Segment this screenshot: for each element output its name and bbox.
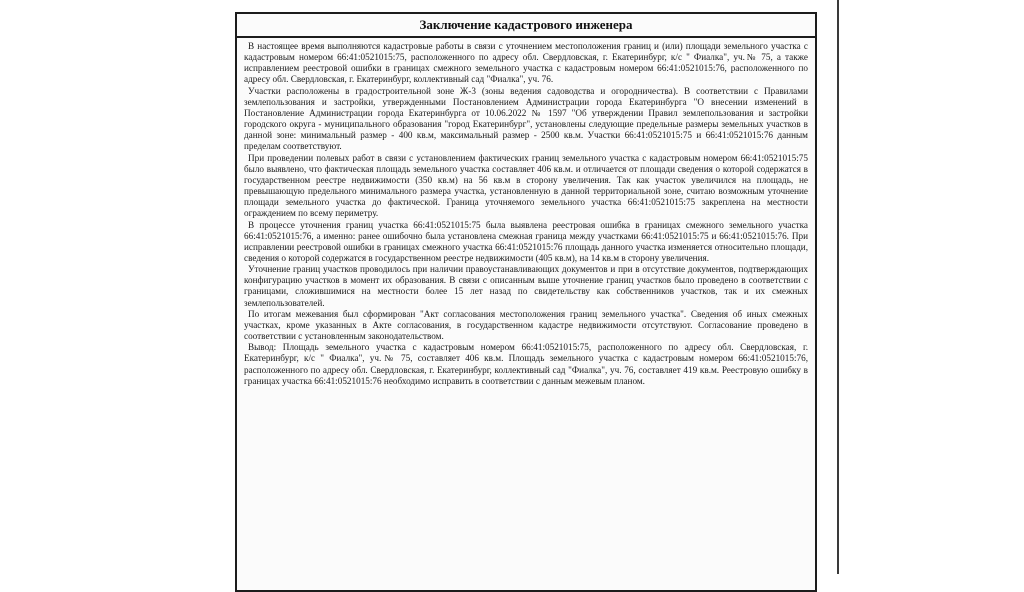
paragraph-conclusion: Вывод: Площадь земельного участка с кадастровым номером 66:41:0521015:75, расположенного по адресу обл. Свердловская, г. Екатеринбург, к/с " Фиалка", уч.№ 75, составляет 406 кв.м. Площадь земельного участка с кадастровым номером 66:41:0521015:76, расположенного по адресу обл. Свердловская, г. Екатеринбург, коллективный сад "Фиалка", уч. 76, составляет 419 кв.м. Реестровую ошибку в границах участка 66:41:0521015:76 необходимо исправить в соответствии с данным межевым планом. xyxy=(244,342,808,386)
document-page xyxy=(235,12,817,592)
paragraph-intro: В настоящее время выполняются кадастровые работы в связи с уточнением местоположения границ и (или) площади земельного участка с кадастровым номером 66:41:0521015:75, расположенного по адресу обл. Свердловская, г. Екатеринбург, к/с " Фиалка", уч.№ 75, а также исправлением реестровой ошибки в границах смежного земельного участка с кадастровым номером 66:41:0521015:76, расположенного по адресу обл. Свердловская, г. Екатеринбург, коллективный сад "Фиалка", уч. 76. xyxy=(244,41,808,85)
vertical-divider xyxy=(837,0,839,574)
document-body xyxy=(237,38,815,387)
paragraph-field-works: При проведении полевых работ в связи с установлением фактических границ земельного участка с кадастровым номером 66:41:0521015:75 было выявлено, что фактическая площадь земельного участка составляет 406 кв.м. и отличается от площади сведения о которой содержатся в государственном реестре недвижимости (350 кв.м) на 56 кв.м в сторону увеличения. Так как участок увеличился на площадь, не превышающую предельного минимального размера участка, установленную в данной территориальной зоне, считаю возможным уточнение площади земельного участка до фактической. Граница уточняемого земельного участка 66:41:0521015:75 закреплена на местности ограждением по всему периметру. xyxy=(244,152,808,219)
paragraph-zoning: Участки расположены в градостроительной зоне Ж-3 (зоны ведения садоводства и огородничества). В соответствии с Правилами землепользования и застройки, утвержденными Постановлением Администрации города Екатеринбурга "О внесении изменений в Постановление Администрации города Екатеринбурга от 10.06.2022 № 1597 "Об утверждении Правил землепользования и застройки городского округа - муниципального образования "город Екатеринбург", установлены следующие предельные размеры земельных участков в данной зоне: минимальный размер - 400 кв.м, максимальный размер - 2500 кв.м. Участки 66:41:0521015:75 и 66:41:0521015:76 данным пределам соответствуют. xyxy=(244,85,808,152)
paragraph-boundary-clarification: Уточнение границ участков проводилось при наличии правоустанавливающих документов и при в отсутствие документов, подтверждающих конфигурацию участков в момент их образования. В связи с описанным выше уточнение границ участков было проведено в соответствии с границами, сложившимися на местности более 15 лет назад по свидетельству как собственников участков, так и их смежных землепользователей. xyxy=(244,264,808,308)
paragraph-registry-error: В процессе уточнения границ участка 66:41:0521015:75 была выявлена реестровая ошибка в границах смежного земельного участка 66:41:0521015:76, а именно: ранее ошибочно была установлена смежная граница между участками 66:41:0521015:75 и 66:41:0521015:76. При исправлении реестровой ошибки в границах смежного участка 66:41:0521015:76 площадь данного участка изменяется относительно площади, сведения о которой содержатся в государственном реестре недвижимости (405 кв.м), на 14 кв.м в сторону увеличения. xyxy=(244,219,808,263)
paragraph-survey-results: По итогам межевания был сформирован "Акт согласования местоположения границ земельного участка". Сведения об иных смежных участках, кроме указанных в Акте согласования, в государственном кадастре недвижимости отсутствуют. Согласование проведено в соответствии с установленным законодательством. xyxy=(244,308,808,342)
document-title: Заключение кадастрового инженера xyxy=(237,14,815,38)
